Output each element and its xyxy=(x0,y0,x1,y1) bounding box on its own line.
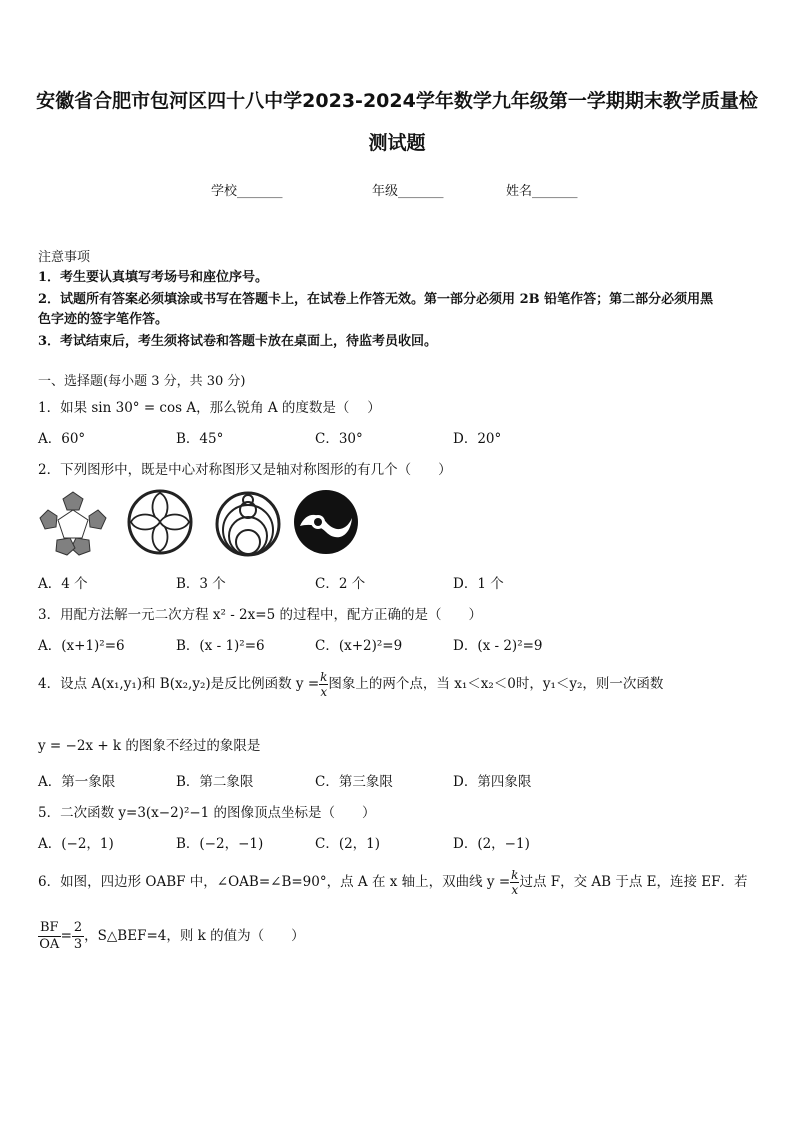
q5-option-d: D．(2，−1) xyxy=(453,836,530,852)
q4-frac-num: k xyxy=(320,670,328,684)
q6-value-den: 3 xyxy=(73,937,83,952)
q2-option-a: A．4 个 xyxy=(38,576,88,592)
q4-option-b: B．第二象限 xyxy=(176,774,254,790)
grade-field: 年级_______ xyxy=(372,184,444,199)
q3-option-a: A．(x+1)²=6 xyxy=(38,638,125,654)
q6-value-num: 2 xyxy=(73,920,83,935)
q6-stem-part1: 6．如图，四边形 OABF 中，∠OAB=∠B=90°，点 A 在 x 轴上，双曲线 y = xyxy=(38,874,511,890)
name-field: 姓名_______ xyxy=(506,184,578,199)
q6-ratio-num: BF xyxy=(40,920,59,935)
q1-option-c: C．30° xyxy=(315,431,363,447)
question-5-stem: 5．二次函数 y=3(x−2)²−1 的图像顶点坐标是（ ） xyxy=(38,805,376,821)
q6-equals: = xyxy=(60,928,72,944)
page-title-cont: 测试题 xyxy=(368,132,426,154)
question-6-stem-cont xyxy=(38,920,305,953)
q3-option-d: D．(x - 2)²=9 xyxy=(453,638,543,654)
question-4-stem xyxy=(38,670,663,699)
q2-option-b: B．3 个 xyxy=(176,576,226,592)
question-3-stem: 3．用配方法解一元二次方程 x² - 2x=5 的过程中，配方正确的是（ ） xyxy=(38,607,482,623)
notice-item: 色字迹的签字笔作答。 xyxy=(38,312,169,327)
q3-option-b: B．(x - 1)²=6 xyxy=(176,638,265,654)
petal-circle-figure xyxy=(126,488,194,556)
section-heading: 一、选择题(每小题 3 分，共 30 分) xyxy=(38,374,246,389)
q5-option-a: A．(−2，1) xyxy=(38,836,114,852)
q4-stem-part1: 4．设点 A(x₁,y₁)和 B(x₂,y₂)是反比例函数 y = xyxy=(38,676,320,692)
q3-option-c: C．(x+2)²=9 xyxy=(315,638,403,654)
q6-frac-num: k xyxy=(511,868,519,882)
pentagon-figure xyxy=(38,488,108,556)
q1-option-b: B．45° xyxy=(176,431,224,447)
question-2-stem: 2．下列图形中，既是中心对称图形又是轴对称图形的有几个（ ） xyxy=(38,462,452,478)
q5-option-b: B．(−2，−1) xyxy=(176,836,264,852)
q4-option-c: C．第三象限 xyxy=(315,774,393,790)
q6-ratio-den: OA xyxy=(39,937,60,952)
school-field: 学校_______ xyxy=(211,184,283,199)
notice-item: 3．考试结束后，考生须将试卷和答题卡放在桌面上，待监考员收回。 xyxy=(38,334,438,349)
notice-item: 1．考生要认真填写考场号和座位序号。 xyxy=(38,270,269,285)
q2-option-c: C．2 个 xyxy=(315,576,366,592)
q6-stem-part2: 过点 F，交 AB 于点 E，连接 EF．若 xyxy=(519,874,748,890)
q4-frac-den: x xyxy=(320,685,328,699)
q6-stem-part3: ，S△BEF=4，则 k 的值为（ ） xyxy=(84,928,305,944)
q1-option-d: D．20° xyxy=(453,431,502,447)
q4-stem-part2: 图象上的两个点，当 x₁＜x₂＜0时，y₁＜y₂，则一次函数 xyxy=(328,676,664,692)
page-title: 安徽省合肥市包河区四十八中学2023-2024学年数学九年级第一学期期末教学质量检 xyxy=(36,90,758,112)
q6-frac-den: x xyxy=(511,883,519,897)
question-6-stem xyxy=(38,868,748,897)
q1-option-a: A．60° xyxy=(38,431,86,447)
q4-option-a: A．第一象限 xyxy=(38,774,116,790)
nested-circles-figure xyxy=(214,488,282,558)
q6-value-fraction xyxy=(72,920,84,953)
notice-item: 2．试题所有答案必须填涂或书写在答题卡上，在试卷上作答无效。第一部分必须用 2B 铅笔作答；第二部分必须用黑 xyxy=(38,292,714,307)
notice-heading: 注意事项 xyxy=(38,250,91,265)
question-4-stem-cont: y = −2x + k 的图象不经过的象限是 xyxy=(38,738,261,754)
question-1-stem: 1．如果 sin 30° = cos A，那么锐角 A 的度数是（ ） xyxy=(38,400,381,416)
swirl-circle-figure xyxy=(292,488,360,556)
q2-option-d: D．1 个 xyxy=(453,576,504,592)
q5-option-c: C．(2，1) xyxy=(315,836,381,852)
q6-ratio-fraction xyxy=(38,920,61,953)
q4-option-d: D．第四象限 xyxy=(453,774,532,790)
